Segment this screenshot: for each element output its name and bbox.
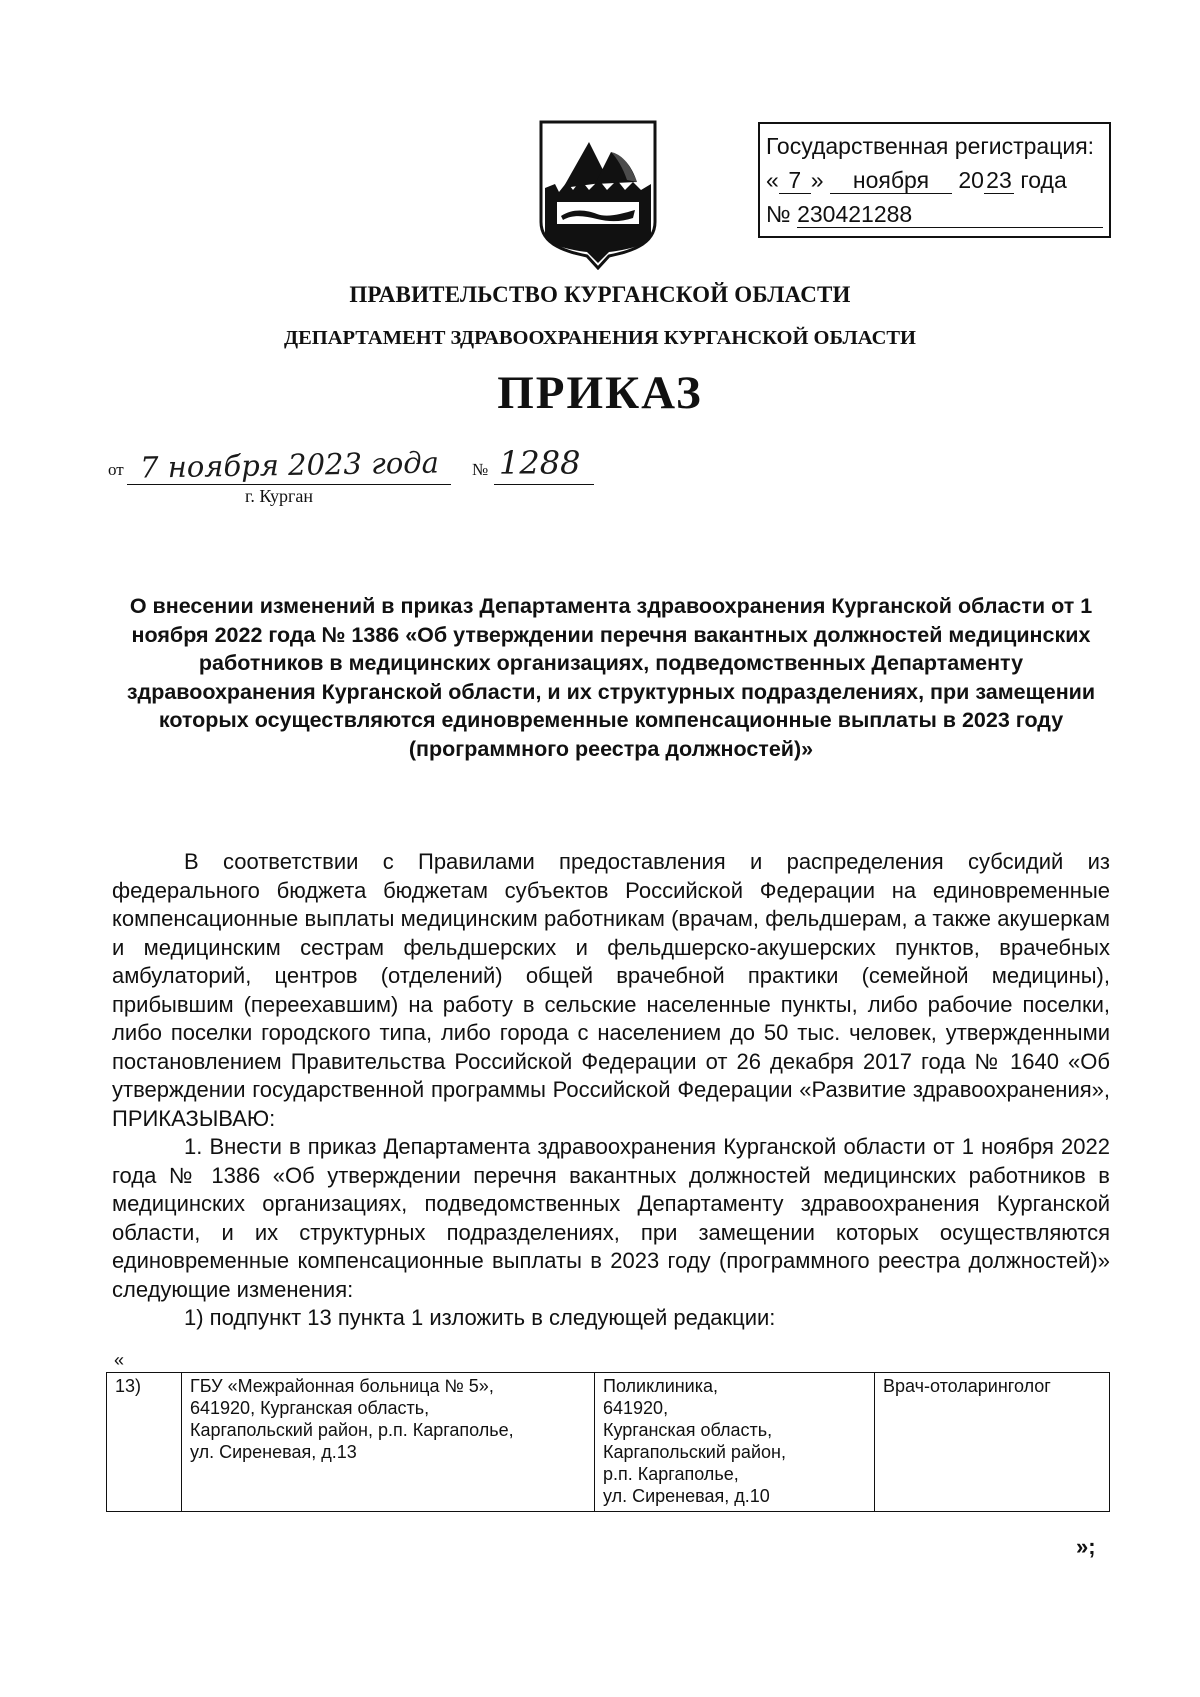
subdivision-line: Поликлиника, <box>603 1376 719 1396</box>
quote-open-mark: « <box>114 1350 125 1370</box>
registration-stamp <box>758 122 1111 238</box>
organization-cell <box>182 1373 595 1512</box>
date-underline <box>127 484 451 485</box>
handwritten-date: 7 ноября 2023 года <box>139 445 440 485</box>
coat-of-arms-emblem <box>537 118 659 270</box>
city-label: г. Курган <box>245 486 314 506</box>
order-number-label: № <box>472 460 489 479</box>
organization-line: ул. Сиреневая, д.13 <box>190 1442 357 1462</box>
subdivision-line: 641920, <box>603 1398 669 1418</box>
registration-day: 7 <box>779 167 811 194</box>
item-1-paragraph: 1. Внести в приказ Департамента здравоохранения Курганской области от 1 ноября 2022 года № 1386 «Об утверждении перечня вакантных должностей медицинских работников в медицинских организациях, подведомственных Департаменту здравоохранения Курганской области, и их структурных подразделениях, при замещении которых осуществляются единовременные компенсационные выплаты в 2023 году (программного реестра должностей)» следующие изменения: <box>112 1134 1110 1302</box>
subdivision-line: ул. Сиреневая, д.10 <box>603 1486 770 1506</box>
order-body <box>112 848 1110 1333</box>
government-title: ПРАВИТЕЛЬСТВО КУРГАНСКОЙ ОБЛАСТИ <box>349 282 851 307</box>
position-cell: Врач-отоларинголог <box>875 1373 1110 1512</box>
positions-table <box>106 1372 1110 1512</box>
registration-month: ноября <box>830 167 952 194</box>
registration-date <box>766 163 1109 197</box>
organization-line: Каргапольский район, р.п. Каргаполье, <box>190 1420 514 1440</box>
registration-title: Государственная регистрация: <box>766 133 1095 159</box>
registration-number-label: № <box>766 201 791 227</box>
subdivision-cell <box>595 1373 875 1512</box>
organization-line: 641920, Курганская область, <box>190 1398 430 1418</box>
table-row <box>107 1373 1110 1512</box>
subdivision-line: р.п. Каргаполье, <box>603 1464 739 1484</box>
document-type-title: ПРИКАЗ <box>497 367 703 419</box>
preamble-paragraph: В соответствии с Правилами предоставления и распределения субсидий из федерального бюджета бюджетам субъектов Российской Федерации на единовременные компенсационные выплаты медицинским работникам (врачам, фельдшерам, а также акушеркам и медицинским сестрам фельдшерских и фельдшерско-акушерских пунктов, врачебных амбулаторий, центров (отделений) общей врачебной практики (семейной медицины), прибывшим (переехавшим) на работу в сельские населенные пункты, либо рабочие поселки, либо поселки городского типа, либо города с населением до 50 тыс. человек, утвержденными постановлением Правительства Российской Федерации от 26 декабря 2017 года № 1640 «Об утверждении государственной программы Российской Федерации «Развитие здравоохранения», ПРИКАЗЫВАЮ: <box>112 849 1110 1131</box>
registration-year-suffix: 23 <box>984 167 1014 194</box>
registration-year-word: года <box>1020 167 1067 193</box>
number-underline <box>494 484 594 485</box>
registration-quote-close: » <box>810 167 824 193</box>
subdivision-line: Курганская область, <box>603 1420 773 1440</box>
date-from-label: от <box>108 460 124 479</box>
department-title: ДЕПАРТАМЕНТ ЗДРАВООХРАНЕНИЯ КУРГАНСКОЙ ОБЛАСТИ <box>283 327 917 349</box>
order-subject: О внесении изменений в приказ Департамента здравоохранения Курганской области от 1 ноября 2022 года № 1386 «Об утверждении перечня вакантных должностей медицинских работников в медицинских организациях, подведомственных Департаменту здравоохранения Курганской области, и их структурных подразделениях, при замещении которых осуществляются единовременные компенсационные выплаты в 2023 году (программного реестра должностей)» <box>126 594 1096 761</box>
registration-number: 230421288 <box>797 201 1103 228</box>
row-number-cell: 13) <box>107 1373 182 1512</box>
handwritten-order-number: 1288 <box>499 444 581 482</box>
registration-number-row <box>766 197 1109 231</box>
registration-quote-open: « <box>766 167 779 193</box>
organization-line: ГБУ «Межрайонная больница № 5», <box>190 1376 494 1396</box>
subitem-1-paragraph: 1) подпункт 13 пункта 1 изложить в следующей редакции: <box>184 1305 776 1330</box>
subdivision-line: Каргапольский район, <box>603 1442 786 1462</box>
registration-year-prefix: 20 <box>958 167 984 193</box>
quote-close-mark: »; <box>1076 1534 1096 1559</box>
